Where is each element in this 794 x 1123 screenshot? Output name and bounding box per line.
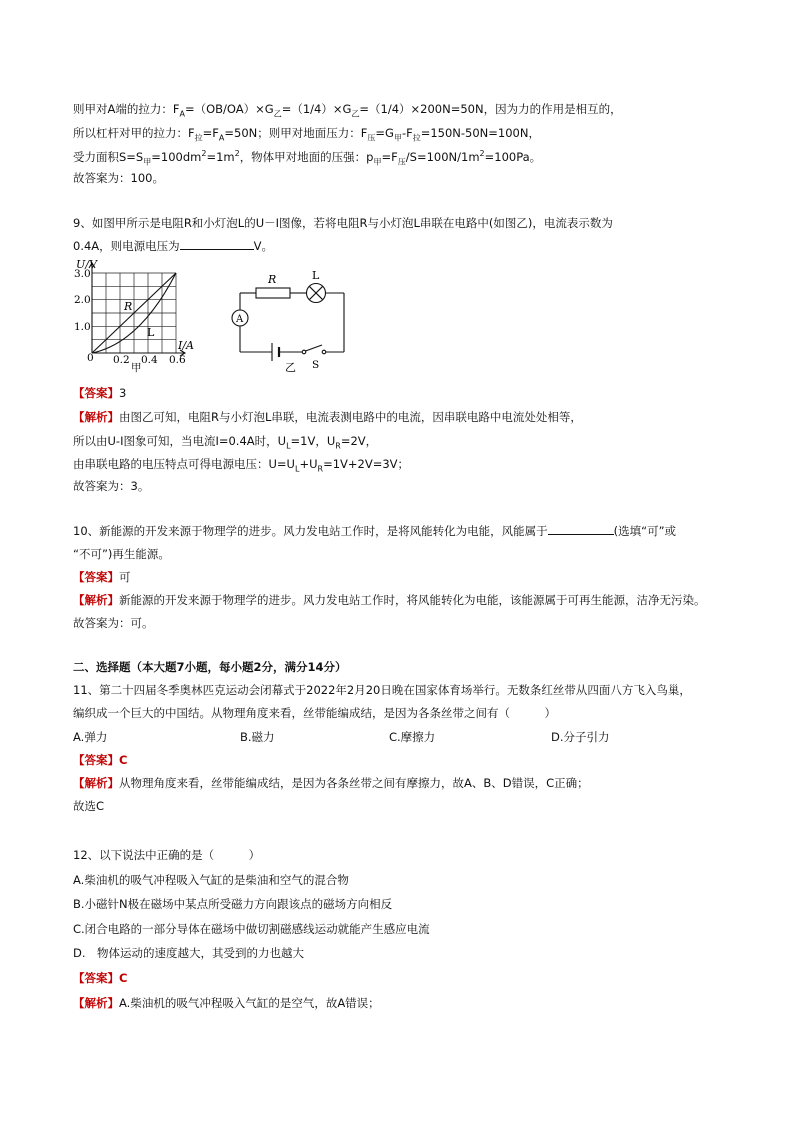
x-tick-label: 0.6 [169,354,186,366]
switch-label: S [312,359,320,371]
question-9-stem-2: 0.4A，则电源电压为 V。 [73,239,274,253]
answer-blank [548,523,614,535]
x-tick-label: 0.4 [141,354,158,366]
option-a: A.柴油机的吸气冲程吸入气缸的是柴油和空气的混合物 [73,873,349,887]
l-curve-label: L [147,326,155,339]
option-b: B.磁力 [240,730,275,744]
text-line: 所以由U-I图象可知，当电流I=0.4A时，$U_L=1V$，$U_R=2V$， [73,434,378,451]
question-10-stem: 10、新能源的开发来源于物理学的进步。风力发电站工作时，是将风能转化为电能，风能属于 (选填“可”或 [73,524,677,538]
answer-blank [180,238,254,250]
circuit-figure [228,268,353,376]
option-d: D. 物体运动的速度越大，其受到的力也越大 [73,946,305,960]
answer-line: 【答案】3 [73,386,127,400]
question-12-stem: 12、以下说法中正确的是（ ） [73,848,261,862]
y-tick-label: 2.0 [74,294,91,306]
answer-line: 【答案】C [73,971,128,985]
circuit-resistor-label: R [268,273,277,286]
x-axis-label: I/A [178,339,194,352]
ui-graph-figure [70,258,200,373]
section-heading: 二、选择题（本大题7小题，每小题2分，满分14分） [73,660,347,674]
option-d: D.分子引力 [551,730,610,744]
figure-caption-b: 乙 [285,361,296,374]
text-line: 故答案为：可。 [73,616,154,630]
option-a: A.弹力 [73,730,108,744]
option-c: C.摩擦力 [389,730,436,744]
analysis-line: 【解析】从物理角度来看，丝带能编成结，是因为各条丝带之间有摩擦力，故A、B、D错误，C正确； [73,776,589,790]
text-line: 由串联电路的电压特点可得电源电压：$U=U_L+U_R=1V+2V=3V$； [73,457,410,474]
origin-label: 0 [87,352,94,364]
y-tick-label: 1.0 [74,321,91,333]
y-tick-label: 3.0 [74,268,91,280]
switch-blade [306,345,323,351]
r-curve-label: R [124,300,133,313]
answer-line: 【答案】可 [73,570,131,584]
text-line: 故答案为：3。 [73,479,150,493]
question-11-stem-2: 编织成一个巨大的中国结。从物理角度来看，丝带能编成结，是因为各条丝带之间有（ ） [73,706,556,720]
text-line: 故答案为：100。 [73,171,164,185]
option-b: B.小磁针N极在磁场中某点所受磁力方向跟该点的磁场方向相反 [73,897,393,911]
analysis-line: 【解析】新能源的开发来源于物理学的进步。风力发电站工作时，将风能转化为电能，该能源属于可再生能源，洁净无污染。 [73,593,706,607]
analysis-line: 【解析】A.柴油机的吸气冲程吸入气缸的是空气，故A错误； [73,996,380,1010]
analysis-line: 【解析】由图乙可知，电阻R与小灯泡L串联，电流表测电路中的电流，因串联电路中电流处处相等， [73,410,582,424]
question-10-stem-2: “不可”)再生能源。 [73,547,170,561]
text-line: 受力面积$S=S_甲=100dm^2=1m^2$，物体甲对地面的压强：$p_甲=F_压/S=100N/1m^2=100Pa$。 [73,149,542,167]
switch-pivot [302,350,306,354]
text-line: 故选C [73,799,105,813]
resistor-symbol [256,288,290,298]
text-line: 则甲对A端的拉力：$F_A=(OB/OA)\times G_乙=(1/4)\times G_乙=(1/4)\times 200N=50N$，因为力的作用是相互的， [73,102,622,119]
ammeter-label: A [236,314,244,325]
answer-line: 【答案】C [73,753,128,767]
text-line: 所以杠杆对甲的拉力：$F_拉=F_A=50N$；则甲对地面压力：$F_压=G_甲-F_拉=150N-50N=100N$， [73,126,540,143]
question-11-stem: 11、第二十四届冬季奥林匹克运动会闭幕式于2022年2月20日晚在国家体育场举行。无数条红丝带从四面八方飞入鸟巢， [73,683,691,697]
circuit-lamp-label: L [312,269,320,282]
y-axis-label: U/V [76,258,97,271]
question-9-stem: 9、如图甲所示是电阻R和小灯泡L的U－I图像，若将电阻R与小灯泡L串联在电路中(如图乙)，电流表示数为 [73,216,613,230]
x-tick-label: 0.2 [113,354,130,366]
figure-caption-a: 甲 [131,362,142,373]
option-c: C.闭合电路的一部分导体在磁场中做切割磁感线运动就能产生感应电流 [73,922,430,936]
